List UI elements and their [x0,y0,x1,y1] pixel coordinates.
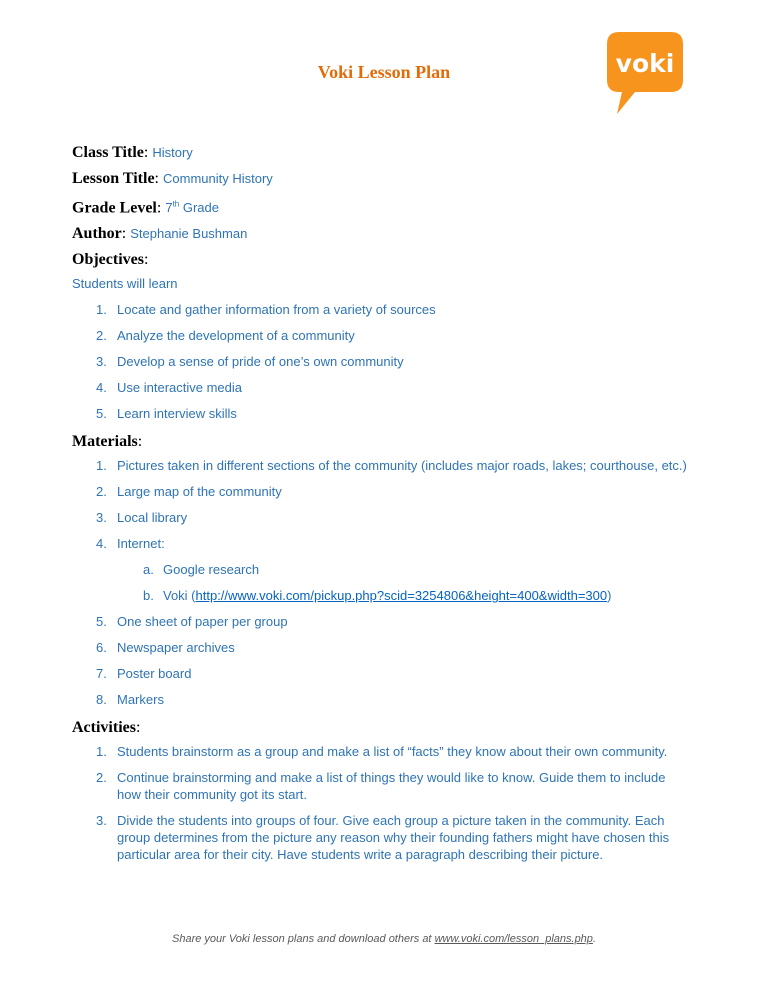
list-item: 1. Pictures taken in different sections of the community (includes major roads, lakes; courthouse, etc.) [96,458,687,474]
list-item: 2. Large map of the community [96,484,282,500]
objectives-intro: Students will learn [72,276,178,292]
lesson-title-value: Community History [163,171,273,186]
materials-list [72,457,692,708]
page-title: Voki Lesson Plan [317,62,451,82]
list-item: 1. Locate and gather information from a variety of sources [96,302,436,318]
list-item: 5. One sheet of paper per group [96,614,288,630]
list-item: a. Google research [143,562,260,578]
lesson-title-label: Lesson Title [72,170,155,187]
class-title-field: Class Title: History [72,144,193,161]
author-value: Stephanie Bushman [130,226,248,242]
list-item: 3. Develop a sense of pride of one’s own community [96,354,404,370]
voki-logo-text: voki [615,49,675,78]
list-item: 2. Analyze the development of a community [96,328,355,344]
author-label: Author [72,225,122,243]
list-item: 1. Students brainstorm as a group and make a list of “facts” they know about their own community. [96,744,668,760]
list-item: 6. Newspaper archives [96,640,235,656]
lesson-title-field: Lesson Title: Community History [72,170,273,187]
list-item: 4. Use interactive media [96,380,242,396]
lesson-plan-body [72,142,692,872]
lesson-plans-link[interactable]: www.voki.com/lesson_plans.php [434,933,593,945]
materials-heading: Materials: [72,433,143,451]
list-item: 3. Divide the students into groups of four. Give each group a picture taken in the community. Each group determines from the picture any reason why their founding fathers might have chosen this particular area for their city. Have students write a paragraph describing their picture. [96,813,670,863]
list-item: 5. Learn interview skills [96,406,237,422]
list-item: 3. Local library [96,510,188,526]
list-item: b. Voki (http://www.voki.com/pickup.php?scid=3254806&height=400&width=300) [143,588,612,604]
grade-level-field: Grade Level: 7th Grade [72,199,219,217]
grade-level-value: 7th Grade [165,200,219,216]
activities-heading: Activities: [72,719,141,737]
list-item: 8. Markers [96,692,164,708]
page-footer: Share your Voki lesson plans and download others at www.voki.com/lesson_plans.php. [172,933,596,945]
activities-list [72,743,692,863]
list-item: 4. Internet: a. Google research b. Voki (http://www.voki.com/pickup.php?scid=3254806&height=400&width=300) [117,535,692,604]
author-field: Author: Stephanie Bushman [72,225,248,243]
objectives-list [72,301,692,422]
objectives-heading: Objectives: [72,251,149,269]
grade-level-label: Grade Level [72,199,157,217]
voki-pickup-link[interactable]: http://www.voki.com/pickup.php?scid=3254806&height=400&width=300 [195,588,608,604]
internet-sublist [117,561,692,604]
list-item: 7. Poster board [96,666,192,682]
class-title-value: History [152,145,193,160]
class-title-label: Class Title [72,144,144,161]
list-item: 2. Continue brainstorming and make a list of things they would like to know. Guide them to include how their community got its start. [96,770,666,803]
